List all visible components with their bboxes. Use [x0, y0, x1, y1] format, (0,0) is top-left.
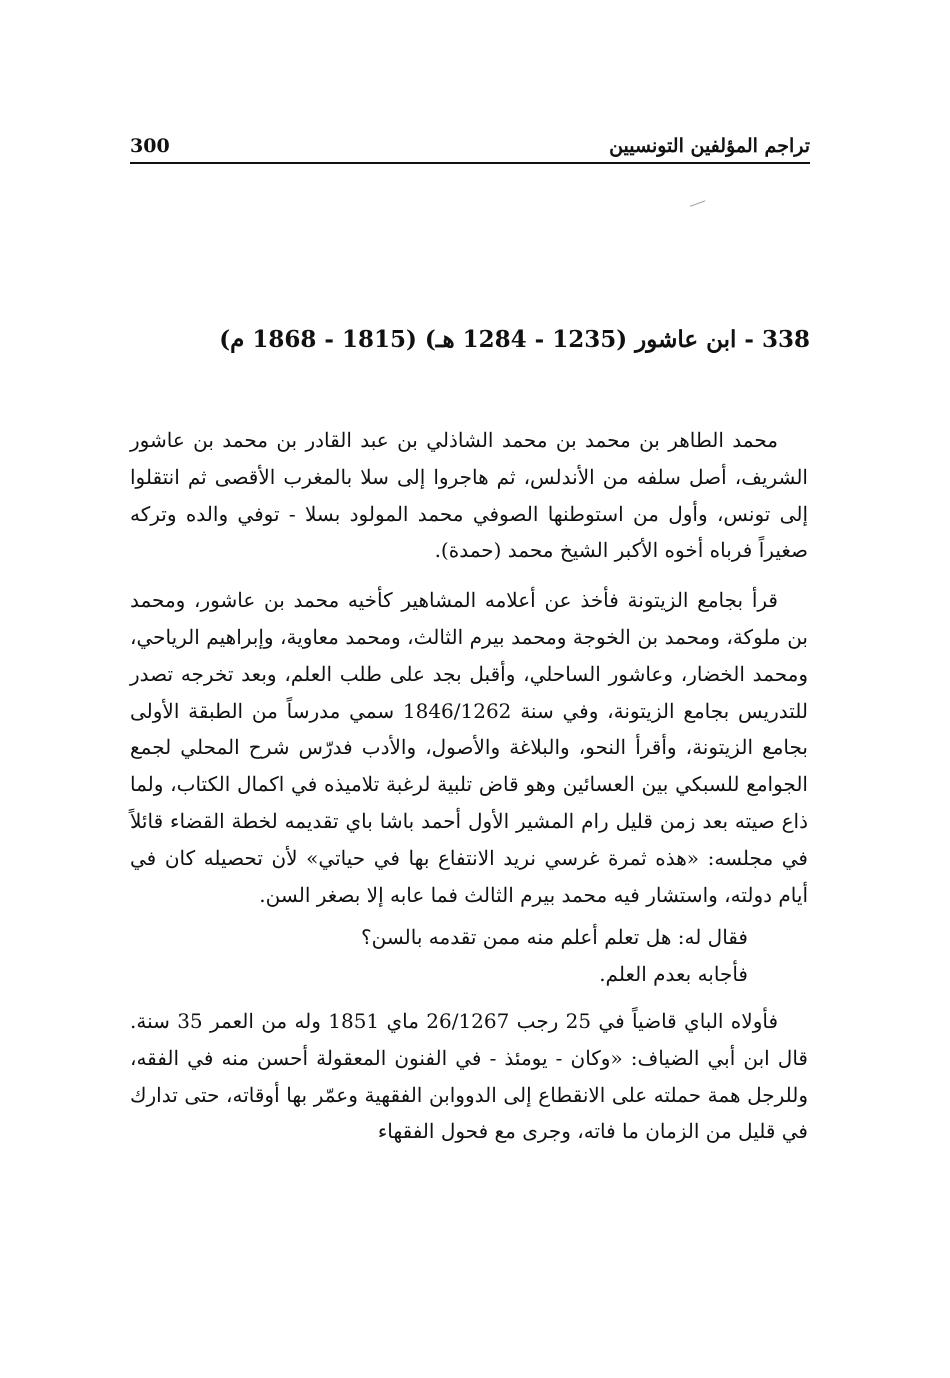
body-paragraph: فأولاه الباي قاضياً في 25 رجب 26/1267 ماي 1851 وله من العمر 35 سنة. قال ابن أبي الضياف: «وكان - يومئذ - في الفنون المعقولة أحسن منه في الفقه، وللرجل همة حملته على الانقطاع إلى الدووابن الفقهية وعمّر بها أوقاته، حتى تدارك في قليل من الزمان ما فاته، وجرى مع فحول الفقهاء	[130, 1008, 808, 1144]
running-header	[130, 132, 810, 164]
quote-line: فقال له: هل تعلم أعلم منه ممن تقدمه بالسن؟	[360, 925, 748, 950]
running-header-title: تراجم المؤلفين التونسيين	[609, 135, 810, 157]
page-number: 300	[130, 135, 170, 157]
body-paragraph: محمد الطاهر بن محمد بن محمد الشاذلي بن عبد القادر بن محمد بن عاشور الشريف، أصل سلفه من الأندلس، ثم هاجروا إلى سلا بالمغرب الأقصى ثم انتقلوا إلى تونس، وأول من استوطنها الصوفي محمد المولود بسلا - توفي والده وتركه صغيراً فرباه أخوه الأكبر الشيخ محمد (حمدة).	[130, 428, 808, 563]
stray-mark	[690, 200, 706, 208]
entry-heading: 338 - ابن عاشور (1235 - 1284 هـ) (1815 - 1868 م)	[219, 326, 810, 353]
entry-body	[130, 422, 808, 1150]
body-paragraph: قرأ بجامع الزيتونة فأخذ عن أعلامه المشاهير كأخيه محمد بن عاشور، ومحمد بن ملوكة، ومحمد بن الخوجة ومحمد بيرم الثالث، ومحمد معاوية، وإبراهيم الرياحي، ومحمد الخضار، وعاشور الساحلي، وأقبل بجد على طلب العلم، وبعد تخرجه تصدر للتدريس بجامع الزيتونة، وفي سنة 1846/1262 سمي مدرساً من الطبقة الأولى بجامع الزيتونة، وأقرأ النحو، والبلاغة والأصول، والأدب فدرّس شرح المحلي لجمع الجوامع للسبكي بين العسائين وهو قاض تلبية لرغبة تلاميذه في اكمال الكتاب، ولما ذاع صيته بعد زمن قليل رام المشير الأول أحمد باشا باي تقديمه لخطة القضاء قائلاً في مجلسه: «هذه ثمرة غرسي نريد الانتفاع بها في حياتي» لأن تحصيله كان في أيام دولته، واستشار فيه محمد بيرم الثالث فما عابه إلا بصغر السن.	[130, 588, 808, 907]
quote-line: فأجابه بعدم العلم.	[599, 962, 748, 987]
